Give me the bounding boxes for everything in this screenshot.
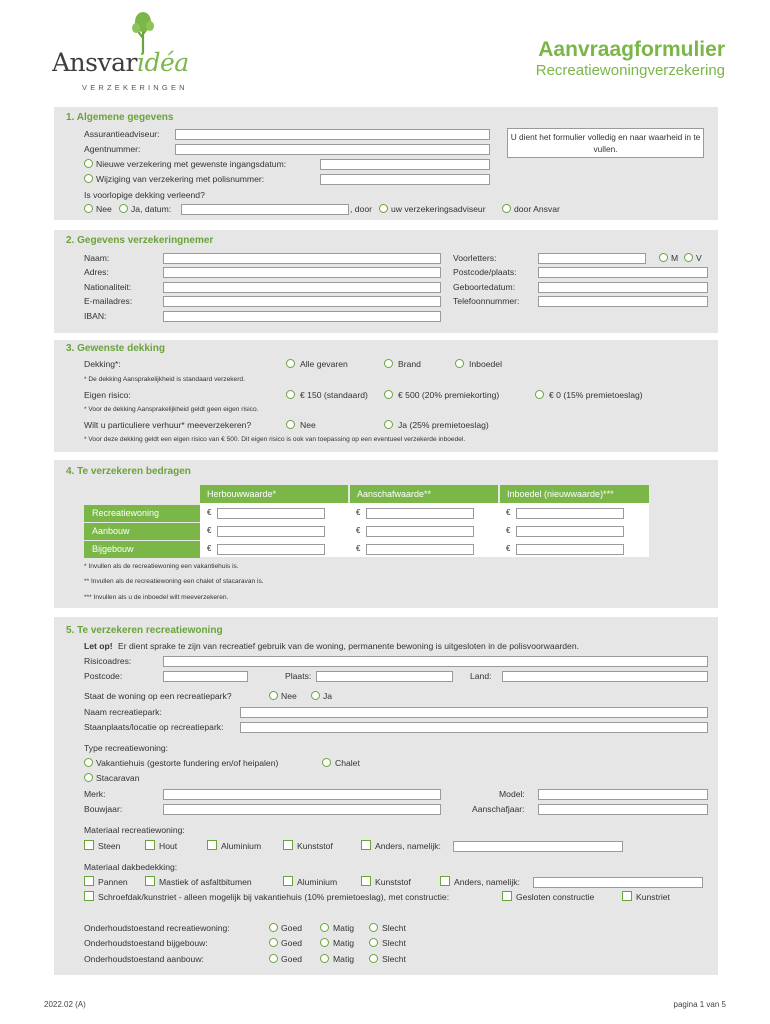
label: Goed bbox=[281, 938, 303, 948]
label: Anders, namelijk: bbox=[454, 877, 520, 887]
naam-input[interactable] bbox=[163, 253, 441, 264]
plaats-input[interactable] bbox=[316, 671, 453, 682]
herbouw-bijgebouw-input[interactable] bbox=[217, 544, 325, 555]
standplaats-input[interactable] bbox=[240, 722, 708, 733]
label: Wijziging van verzekering met polisnummer: bbox=[96, 174, 265, 184]
page-title: Aanvraagformulier bbox=[538, 38, 725, 61]
nationaliteit-input[interactable] bbox=[163, 282, 441, 293]
check-steen[interactable] bbox=[84, 840, 94, 850]
label: uw verzekeringsadviseur bbox=[391, 204, 486, 214]
column-header: Aanschafwaarde** bbox=[350, 485, 498, 503]
bouwjaar-input[interactable] bbox=[163, 804, 441, 815]
label: Pannen bbox=[98, 877, 128, 887]
radio-verhuur-ja[interactable] bbox=[384, 420, 393, 429]
label: € 500 (20% premiekorting) bbox=[398, 390, 500, 400]
label: Inboedel bbox=[469, 359, 502, 369]
label: Staanplaats/locatie op recreatiepark: bbox=[84, 722, 224, 732]
label: Naam: bbox=[84, 253, 110, 263]
radio-bijgebouw-goed[interactable] bbox=[269, 938, 278, 947]
version-label: 2022.02 (A) bbox=[44, 1000, 86, 1009]
anders-materiaal-input[interactable] bbox=[453, 841, 623, 852]
label: Vakantiehuis (gestorte fundering en/of heipalen) bbox=[96, 758, 279, 768]
label: Slecht bbox=[382, 923, 406, 933]
radio-door-ansvar[interactable] bbox=[502, 204, 511, 213]
postcode-input[interactable] bbox=[163, 671, 248, 682]
label: Dekking*: bbox=[84, 359, 121, 369]
check-pannen[interactable] bbox=[84, 876, 94, 886]
label: Chalet bbox=[335, 758, 360, 768]
label: Ja (25% premietoeslag) bbox=[398, 420, 489, 430]
label: Mastiek of asfaltbitumen bbox=[159, 877, 252, 887]
inboedel-bijgebouw-input[interactable] bbox=[516, 544, 624, 555]
label: Telefoonnummer: bbox=[453, 296, 520, 306]
footnote: * Voor deze dekking geldt een eigen risico van € 500. Dit eigen risico is ook van toepassing op een eventueel verzekerde inboedel. bbox=[84, 436, 466, 443]
telefoon-input[interactable] bbox=[538, 296, 708, 307]
radio-chalet[interactable] bbox=[322, 758, 331, 767]
ingangsdatum-input[interactable] bbox=[320, 159, 490, 170]
section-title: 1. Algemene gegevens bbox=[66, 112, 174, 123]
label: € 0 (15% premietoeslag) bbox=[549, 390, 643, 400]
label: Adres: bbox=[84, 267, 109, 277]
label: Bouwjaar: bbox=[84, 804, 123, 814]
polisnummer-input[interactable] bbox=[320, 174, 490, 185]
label: Nieuwe verzekering met gewenste ingangsdatum: bbox=[96, 159, 287, 169]
label: IBAN: bbox=[84, 311, 107, 321]
footnote: * De dekking Aansprakelijkheid is standaard verzekerd. bbox=[84, 376, 245, 383]
section-title: 4. Te verzekeren bedragen bbox=[66, 466, 191, 477]
label: M bbox=[671, 253, 679, 263]
label: Agentnummer: bbox=[84, 144, 141, 154]
aanschafjaar-input[interactable] bbox=[538, 804, 708, 815]
adres-input[interactable] bbox=[163, 267, 441, 278]
adviseur-input[interactable] bbox=[175, 129, 490, 140]
radio-wijziging[interactable] bbox=[84, 174, 93, 183]
agentnummer-input[interactable] bbox=[175, 144, 490, 155]
euro-sign: € bbox=[207, 508, 212, 517]
model-input[interactable] bbox=[538, 789, 708, 800]
label: Slecht bbox=[382, 954, 406, 964]
voorletters-input[interactable] bbox=[538, 253, 646, 264]
label: Voorletters: bbox=[453, 253, 497, 263]
label: Aanschafjaar: bbox=[472, 804, 525, 814]
label: Matig bbox=[333, 954, 355, 964]
label: Nee bbox=[300, 420, 316, 430]
radio-ja[interactable] bbox=[119, 204, 128, 213]
label: Merk: bbox=[84, 789, 106, 799]
naam-park-input[interactable] bbox=[240, 707, 708, 718]
check-dak-kunststof[interactable] bbox=[361, 876, 371, 886]
label: Geboortedatum: bbox=[453, 282, 516, 292]
label: Postcode: bbox=[84, 671, 123, 681]
label: Aluminium bbox=[221, 841, 262, 851]
radio-er-150[interactable] bbox=[286, 390, 295, 399]
logo bbox=[52, 12, 202, 92]
check-gesloten-constructie[interactable] bbox=[502, 891, 512, 901]
label: Assurantieadviseur: bbox=[84, 129, 160, 139]
label: E-mailadres: bbox=[84, 296, 133, 306]
section-title: 5. Te verzekeren recreatiewoning bbox=[66, 625, 223, 636]
footnote: * Voor de dekking Aansprakelijkheid geldt geen eigen risico. bbox=[84, 406, 259, 413]
footnote: *** Invullen als u de inboedel wilt meeverzekeren. bbox=[84, 594, 229, 601]
euro-sign: € bbox=[207, 526, 212, 535]
datum-input[interactable] bbox=[181, 204, 349, 215]
label: Is voorlopige dekking verleend? bbox=[84, 190, 205, 200]
label: Aluminium bbox=[297, 877, 338, 887]
check-aluminium[interactable] bbox=[207, 840, 217, 850]
label: Steen bbox=[98, 841, 121, 851]
label: Kunstriet bbox=[636, 892, 670, 902]
label: Risicoadres: bbox=[84, 656, 132, 666]
label: Goed bbox=[281, 954, 303, 964]
check-hout[interactable] bbox=[145, 840, 155, 850]
check-kunststof[interactable] bbox=[283, 840, 293, 850]
check-anders[interactable] bbox=[361, 840, 371, 850]
label: Wilt u particuliere verhuur* meeverzekeren? bbox=[84, 420, 252, 430]
label: Brand bbox=[398, 359, 421, 369]
euro-sign: € bbox=[506, 508, 511, 517]
warning-text: Er dient sprake te zijn van recreatief gebruik van de woning, permanente bewoning is uitgesloten in de polisvoorwaarden. bbox=[118, 641, 579, 651]
label: Naam recreatiepark: bbox=[84, 707, 162, 717]
label: Materiaal recreatiewoning: bbox=[84, 825, 185, 835]
label: Materiaal dakbedekking: bbox=[84, 862, 178, 872]
label: Onderhoudstoestand aanbouw: bbox=[84, 954, 204, 964]
euro-sign: € bbox=[506, 544, 511, 553]
label: Matig bbox=[333, 938, 355, 948]
label: Matig bbox=[333, 923, 355, 933]
section-title: 2. Gegevens verzekeringnemer bbox=[66, 235, 214, 246]
section-title: 3. Gewenste dekking bbox=[66, 343, 165, 354]
euro-sign: € bbox=[356, 544, 361, 553]
column-header: Herbouwwaarde* bbox=[200, 485, 348, 503]
label: Postcode/plaats: bbox=[453, 267, 517, 277]
label: Nee bbox=[96, 204, 112, 214]
label: Anders, namelijk: bbox=[375, 841, 441, 851]
footnote: ** Invullen als de recreatiewoning een chalet of stacaravan is. bbox=[84, 578, 264, 585]
label: Kunststof bbox=[375, 877, 411, 887]
euro-sign: € bbox=[356, 508, 361, 517]
row-header: Bijgebouw bbox=[84, 541, 200, 558]
column-header: Inboedel (nieuwwaarde)*** bbox=[500, 485, 649, 503]
label: Plaats: bbox=[285, 671, 312, 681]
logo-brand: Ansvar bbox=[52, 48, 137, 77]
risicoadres-input[interactable] bbox=[163, 656, 708, 667]
inboedel-woning-input[interactable] bbox=[516, 508, 624, 519]
radio-verhuur-nee[interactable] bbox=[286, 420, 295, 429]
radio-alle-gevaren[interactable] bbox=[286, 359, 295, 368]
label: Goed bbox=[281, 923, 303, 933]
instruction-note: U dient het formulier volledig en naar waarheid in te vullen. bbox=[507, 128, 704, 158]
iban-input[interactable] bbox=[163, 311, 441, 322]
radio-er-0[interactable] bbox=[535, 390, 544, 399]
euro-sign: € bbox=[506, 526, 511, 535]
label: Eigen risico: bbox=[84, 390, 131, 400]
aanschaf-woning-input[interactable] bbox=[366, 508, 474, 519]
anders-dak-input[interactable] bbox=[533, 877, 703, 888]
herbouw-aanbouw-input[interactable] bbox=[217, 526, 325, 537]
label: Nationaliteit: bbox=[84, 282, 132, 292]
label: Onderhoudstoestand bijgebouw: bbox=[84, 938, 208, 948]
radio-aanbouw-slecht[interactable] bbox=[369, 954, 378, 963]
radio-er-500[interactable] bbox=[384, 390, 393, 399]
radio-park-nee[interactable] bbox=[269, 691, 278, 700]
check-mastiek[interactable] bbox=[145, 876, 155, 886]
label: Stacaravan bbox=[96, 773, 140, 783]
logo-subtitle: VERZEKERINGEN bbox=[82, 83, 188, 92]
label: € 150 (standaard) bbox=[300, 390, 368, 400]
warning-label: Let op! bbox=[84, 641, 113, 651]
radio-door-adviseur[interactable] bbox=[379, 204, 388, 213]
radio-bijgebouw-slecht[interactable] bbox=[369, 938, 378, 947]
geboortedatum-input[interactable] bbox=[538, 282, 708, 293]
page-number: pagina 1 van 5 bbox=[673, 1000, 726, 1009]
label: Kunststof bbox=[297, 841, 333, 851]
page-subtitle: Recreatiewoningverzekering bbox=[535, 62, 725, 79]
postcode-plaats-input[interactable] bbox=[538, 267, 708, 278]
label: , door bbox=[350, 204, 372, 214]
check-schroefdak[interactable] bbox=[84, 891, 94, 901]
label: Schroefdak/kunstriet - alleen mogelijk bij vakantiehuis (10% premietoeslag), met constructie: bbox=[98, 892, 450, 902]
label: Land: bbox=[470, 671, 492, 681]
label: Model: bbox=[499, 789, 525, 799]
land-input[interactable] bbox=[502, 671, 708, 682]
footnote: * Invullen als de recreatiewoning een vakantiehuis is. bbox=[84, 563, 239, 570]
row-header: Aanbouw bbox=[84, 523, 200, 540]
check-kunstriet[interactable] bbox=[622, 891, 632, 901]
radio-v[interactable] bbox=[684, 253, 693, 262]
label: Type recreatiewoning: bbox=[84, 743, 169, 753]
email-input[interactable] bbox=[163, 296, 441, 307]
label: Slecht bbox=[382, 938, 406, 948]
radio-aanbouw-goed[interactable] bbox=[269, 954, 278, 963]
radio-aanbouw-matig[interactable] bbox=[320, 954, 329, 963]
radio-woning-matig[interactable] bbox=[320, 923, 329, 932]
row-header: Recreatiewoning bbox=[84, 505, 200, 522]
check-dak-anders[interactable] bbox=[440, 876, 450, 886]
label: Ja, datum: bbox=[131, 204, 172, 214]
radio-vakantiehuis[interactable] bbox=[84, 758, 93, 767]
aanschaf-bijgebouw-input[interactable] bbox=[366, 544, 474, 555]
label: Staat de woning op een recreatiepark? bbox=[84, 691, 232, 701]
merk-input[interactable] bbox=[163, 789, 441, 800]
euro-sign: € bbox=[207, 544, 212, 553]
radio-park-ja[interactable] bbox=[311, 691, 320, 700]
radio-woning-goed[interactable] bbox=[269, 923, 278, 932]
radio-nieuwe-verzekering[interactable] bbox=[84, 159, 93, 168]
radio-inboedel[interactable] bbox=[455, 359, 464, 368]
label: V bbox=[696, 253, 702, 263]
label: Hout bbox=[159, 841, 178, 851]
label: door Ansvar bbox=[514, 204, 560, 214]
label: Nee bbox=[281, 691, 297, 701]
label: Onderhoudstoestand recreatiewoning: bbox=[84, 923, 230, 933]
radio-woning-slecht[interactable] bbox=[369, 923, 378, 932]
radio-brand[interactable] bbox=[384, 359, 393, 368]
aanschaf-aanbouw-input[interactable] bbox=[366, 526, 474, 537]
check-dak-aluminium[interactable] bbox=[283, 876, 293, 886]
inboedel-aanbouw-input[interactable] bbox=[516, 526, 624, 537]
radio-m[interactable] bbox=[659, 253, 668, 262]
herbouw-woning-input[interactable] bbox=[217, 508, 325, 519]
label: Ja bbox=[323, 691, 333, 701]
label: Alle gevaren bbox=[300, 359, 348, 369]
radio-stacaravan[interactable] bbox=[84, 773, 93, 782]
radio-nee[interactable] bbox=[84, 204, 93, 213]
euro-sign: € bbox=[356, 526, 361, 535]
radio-bijgebouw-matig[interactable] bbox=[320, 938, 329, 947]
logo-brand-accent: idéa bbox=[136, 48, 189, 77]
label: Gesloten constructie bbox=[516, 892, 595, 902]
